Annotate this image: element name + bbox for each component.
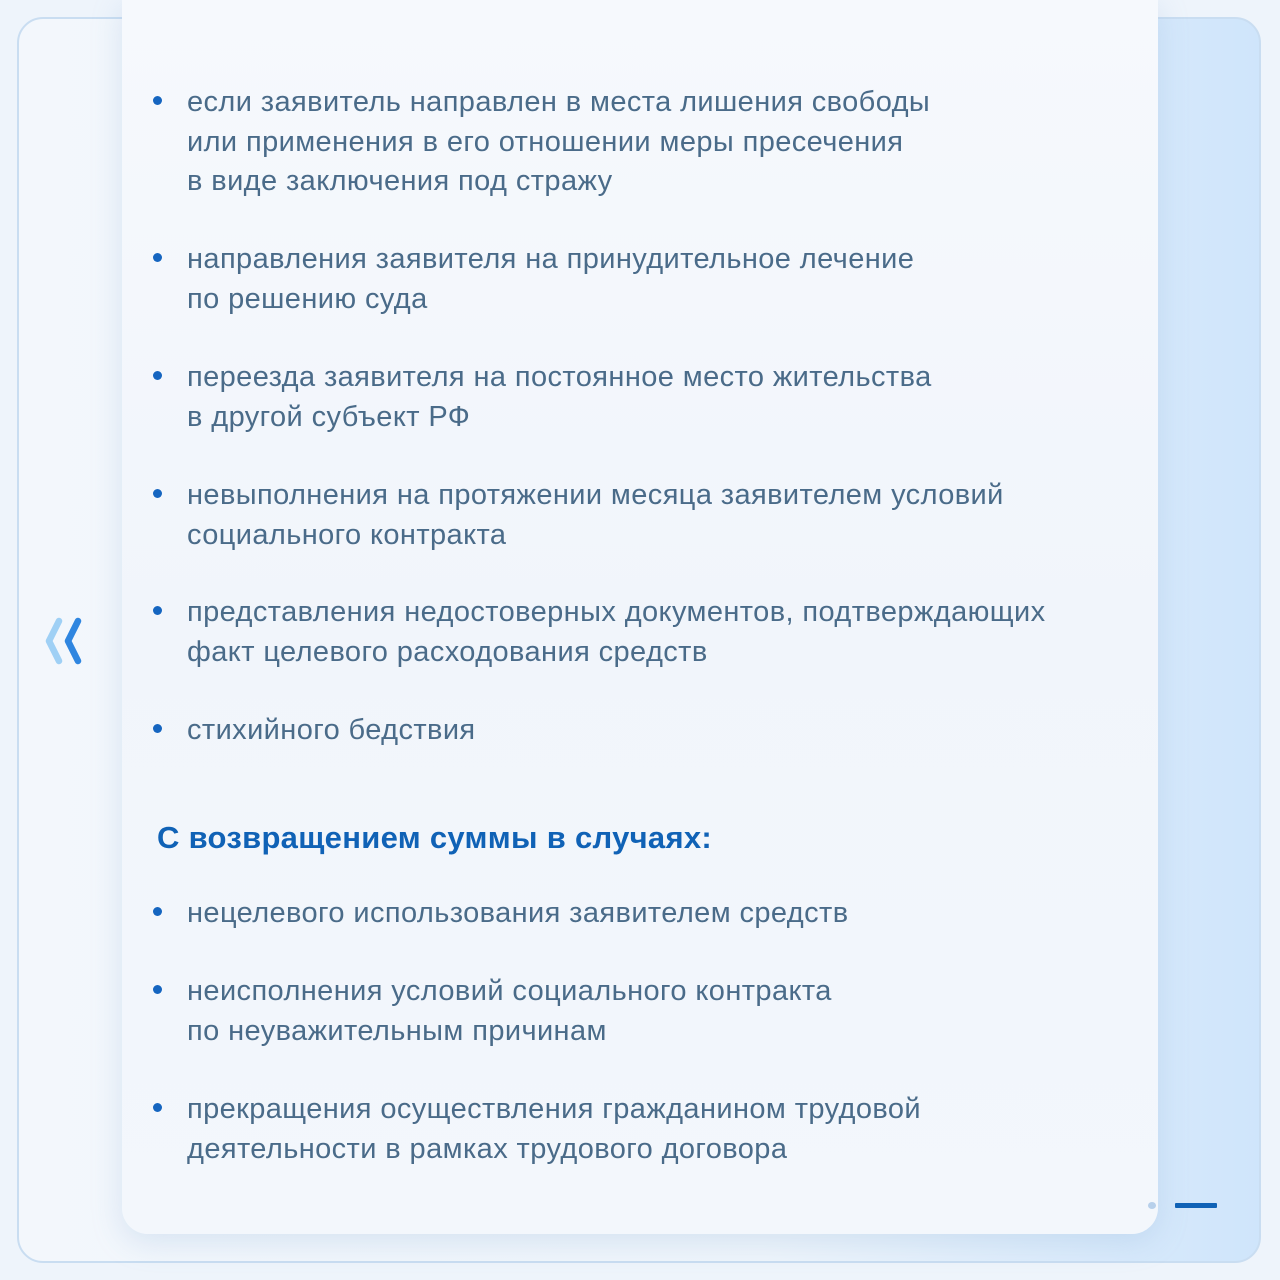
- list-item-line: невыполнения на протяжении месяца заявителем условий: [187, 479, 1004, 511]
- list-item-line: по неуважительным причинам: [187, 1014, 607, 1047]
- list-item: [187, 972, 1147, 1051]
- list-item-line: социального контракта: [187, 518, 507, 551]
- list-item-line: переезда заявителя на постоянное место жительства: [187, 361, 932, 393]
- decorative-dot: [1148, 1202, 1156, 1209]
- list-item-line: факт целевого расходования средств: [187, 635, 708, 668]
- list-item: [187, 894, 1147, 934]
- list-item-line: нецелевого использования заявителем средств: [187, 897, 849, 929]
- list-item-line: стихийного бедствия: [187, 714, 476, 746]
- list-item-line: направления заявителя на принудительное лечение: [187, 243, 915, 275]
- list-item-line: если заявитель направлен в места лишения свободы: [187, 86, 931, 118]
- bullet-icon: [153, 985, 162, 994]
- bullet-icon: [153, 907, 162, 916]
- section-heading: С возвращением суммы в случаях:: [157, 820, 713, 855]
- list-item-line: в другой субъект РФ: [187, 400, 471, 433]
- list-item-line: прекращения осуществления гражданином трудовой: [187, 1093, 921, 1125]
- list-item: [187, 1090, 1147, 1169]
- accent-line: [1175, 1203, 1217, 1208]
- bullet-icon: [153, 1103, 162, 1112]
- list-item-line: неисполнения условий социального контракта: [187, 975, 832, 1007]
- list-item-line: деятельности в рамках трудового договора: [187, 1132, 788, 1165]
- list-item-line: в виде заключения под стражу: [187, 165, 613, 197]
- list-item-line: представления недостоверных документов, подтверждающих: [187, 596, 1046, 628]
- list-item-line: по решению суда: [187, 282, 428, 315]
- list-item-line: или применения в его отношении меры пресечения: [187, 125, 904, 158]
